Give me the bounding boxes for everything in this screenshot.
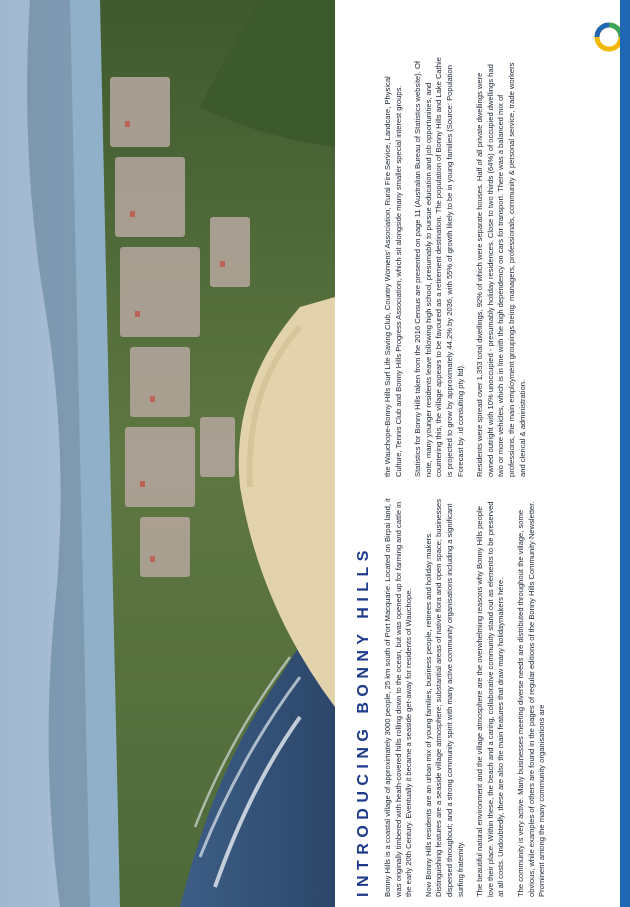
bottom-bar bbox=[620, 0, 630, 907]
text-area bbox=[335, 0, 620, 907]
text-column-2 bbox=[383, 57, 537, 477]
page-title: INTRODUCING BONNY HILLS bbox=[355, 545, 372, 897]
paragraph: the Wauchope-Bonny Hills Surf Life Saving Club, Country Womens' Association, Rural Fire Service, Landcare, Physical Culture, Tennis Club and Bonny Hills Progress Association, which sit alongside many smaller special interest groups. bbox=[383, 76, 403, 477]
paragraph: Residents were spread over 1,353 total dwellings, 92% of which were separate houses. Half of all private dwellings were owned outright with 10% unoccupied - presumably holiday residences. Close to two thirds (64%) of occupied dwellings had two or more vehicles, which is in line with the high dependency on cars for transport. There was a balanced mix of professions, the main employment groupings being: managers, professionals, community & personal service, trade workers and clerical & administration. bbox=[475, 62, 527, 477]
paragraph: Bonny Hills is a coastal village of approximately 3000 people, 25 km south of Port Macquarie. Located on Birpai land, it was originally timbered with heath-covered hills rolling down to the ocean, but was opened up for farming and cattle in the early 20th Century. Eventually it became a seaside get-away for residents of Wauchope. bbox=[383, 498, 414, 897]
paragraph: The community is very active. Many businesses meeting diverse needs are distributed throughout the village, some obvious, while examples of others are found in the pages of regular editions of the Bonny Hills Community Newsletter. Prominent among the many community organisations are bbox=[515, 501, 547, 897]
paragraph: The beautiful natural environment and the village atmosphere are the overwhelming reasons why Bonny Hills people love their place. Within these, the beach and a caring, collaborative community stand out as elements to be preserved at all costs. Undoubtedly, these are also the main features that draw many holidaymakers here. bbox=[475, 501, 506, 897]
text-column-1 bbox=[383, 497, 557, 897]
paragraph: Now Bonny Hills residents are an urban mix of young families, business people, retirees and holiday makers. Distinguishing features are a seaside village atmosphere; substantial areas of native flora and open space; businesses dispersed throughout; and a strong community spirit with many active community organisations including a significant surfing fraternity. bbox=[423, 498, 465, 897]
paragraph: Statistics for Bonny Hills taken from the 2016 Census are presented on page 11 (Australian Bureau of Statistics website). Of note, many younger residents leave following high school, presumably to pursue education and job opportunities, and countering this, the village appears to be favoured as a retirement destination. The population of Bonny Hills and Lake Cathie is projected to grow by approximately 44.2% by 2036, with 55% of growth likely to be in young families (Source: Population Forecast by .id consulting pty ltd). bbox=[413, 57, 465, 477]
